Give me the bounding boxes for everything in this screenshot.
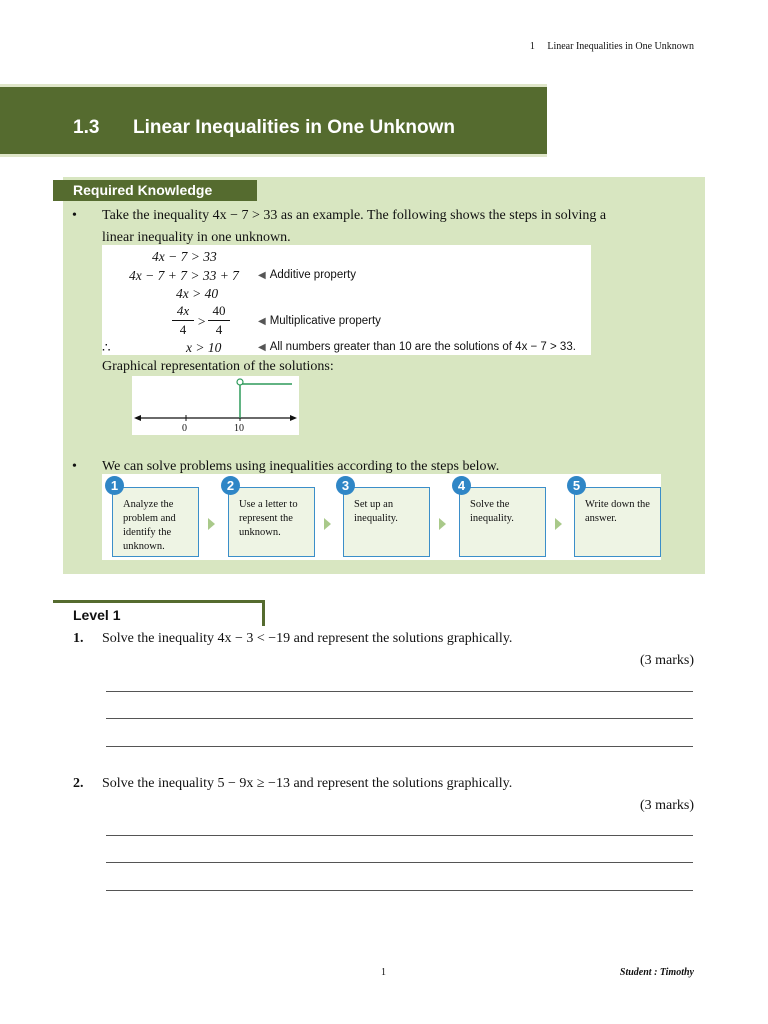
bullet-icon: • xyxy=(72,208,77,223)
flow-step-3-number: 3 xyxy=(336,476,355,495)
answer-line[interactable] xyxy=(106,718,693,719)
page-number: 1 xyxy=(381,967,386,978)
student-name: Student : Timothy xyxy=(619,967,694,978)
answer-line[interactable] xyxy=(106,890,693,891)
flow-step-2-number: 2 xyxy=(221,476,240,495)
question-1-marks: (3 marks) xyxy=(639,653,694,668)
step-3-equation: 4x > 40 xyxy=(176,286,219,301)
section-title-text: Linear Inequalities in One Unknown xyxy=(133,117,455,138)
bullet-1-line-1: Take the inequality 4x − 7 > 33 as an example. The following shows the steps in solving a xyxy=(102,208,607,223)
tick-label-0: 0 xyxy=(182,423,187,434)
flow-step-1-box: Analyze the problem and identify the unknown. xyxy=(112,487,199,557)
flow-arrow-icon xyxy=(208,518,215,530)
fraction-left: 4x 4 xyxy=(172,303,194,338)
chapter-number: 1 xyxy=(529,41,535,52)
section-title-bar xyxy=(0,87,547,154)
flow-step-5-box: Write down the answer. xyxy=(574,487,661,557)
question-2-text: Solve the inequality 5 − 9x ≥ −13 and represent the solutions graphically. xyxy=(102,776,513,791)
flow-step-2-box: Use a letter to represent the unknown. xyxy=(228,487,315,557)
therefore-symbol: ∴ xyxy=(102,340,111,355)
running-header xyxy=(530,41,694,52)
bullet-1-text xyxy=(102,205,692,249)
number-line xyxy=(132,376,299,435)
flow-arrow-icon xyxy=(555,518,562,530)
additive-note: ◀ Additive property xyxy=(258,269,356,281)
required-knowledge-label: Required Knowledge xyxy=(53,180,257,201)
answer-line[interactable] xyxy=(106,746,693,747)
bullet-icon: • xyxy=(72,459,77,474)
fraction-right: 40 4 xyxy=(208,303,230,338)
pointer-icon: ◀ xyxy=(258,316,266,327)
flow-step-1-number: 1 xyxy=(105,476,124,495)
step-2-equation: 4x − 7 + 7 > 33 + 7 xyxy=(129,268,239,283)
section-title xyxy=(73,117,455,139)
answer-line[interactable] xyxy=(106,862,693,863)
bullet-2-text: We can solve problems using inequalities according to the steps below. xyxy=(102,459,500,474)
chapter-title: Linear Inequalities in One Unknown xyxy=(547,41,694,52)
section-number: 1.3 xyxy=(73,117,100,138)
question-1-text: Solve the inequality 4x − 3 < −19 and represent the solutions graphically. xyxy=(102,631,513,646)
pointer-icon: ◀ xyxy=(258,270,266,281)
level-heading: Level 1 xyxy=(53,600,265,626)
step-1-equation: 4x − 7 > 33 xyxy=(152,249,217,264)
answer-line[interactable] xyxy=(106,691,693,692)
question-2-marks: (3 marks) xyxy=(639,798,694,813)
fraction-operator: > xyxy=(197,314,207,329)
multiplicative-note: ◀ Multiplicative property xyxy=(258,315,381,327)
flow-step-3-box: Set up an inequality. xyxy=(343,487,430,557)
flow-step-4-box: Solve the inequality. xyxy=(459,487,546,557)
bullet-1-line-2: linear inequality in one unknown. xyxy=(102,230,291,245)
question-2-number: 2. xyxy=(73,776,84,791)
problem-solving-flow xyxy=(102,474,661,560)
answer-line[interactable] xyxy=(106,835,693,836)
step-5-equation: x > 10 xyxy=(186,340,222,355)
graph-caption: Graphical representation of the solutions: xyxy=(102,359,334,374)
flow-arrow-icon xyxy=(324,518,331,530)
flow-arrow-icon xyxy=(439,518,446,530)
question-1-number: 1. xyxy=(73,631,84,646)
flow-step-4-number: 4 xyxy=(452,476,471,495)
solving-steps-panel xyxy=(102,245,591,355)
solutions-note: ◀ All numbers greater than 10 are the solutions of 4x − 7 > 33. xyxy=(258,341,576,353)
flow-step-5-number: 5 xyxy=(567,476,586,495)
tick-label-10: 10 xyxy=(234,423,244,434)
number-line-graphic xyxy=(132,376,299,435)
pointer-icon: ◀ xyxy=(258,342,266,353)
